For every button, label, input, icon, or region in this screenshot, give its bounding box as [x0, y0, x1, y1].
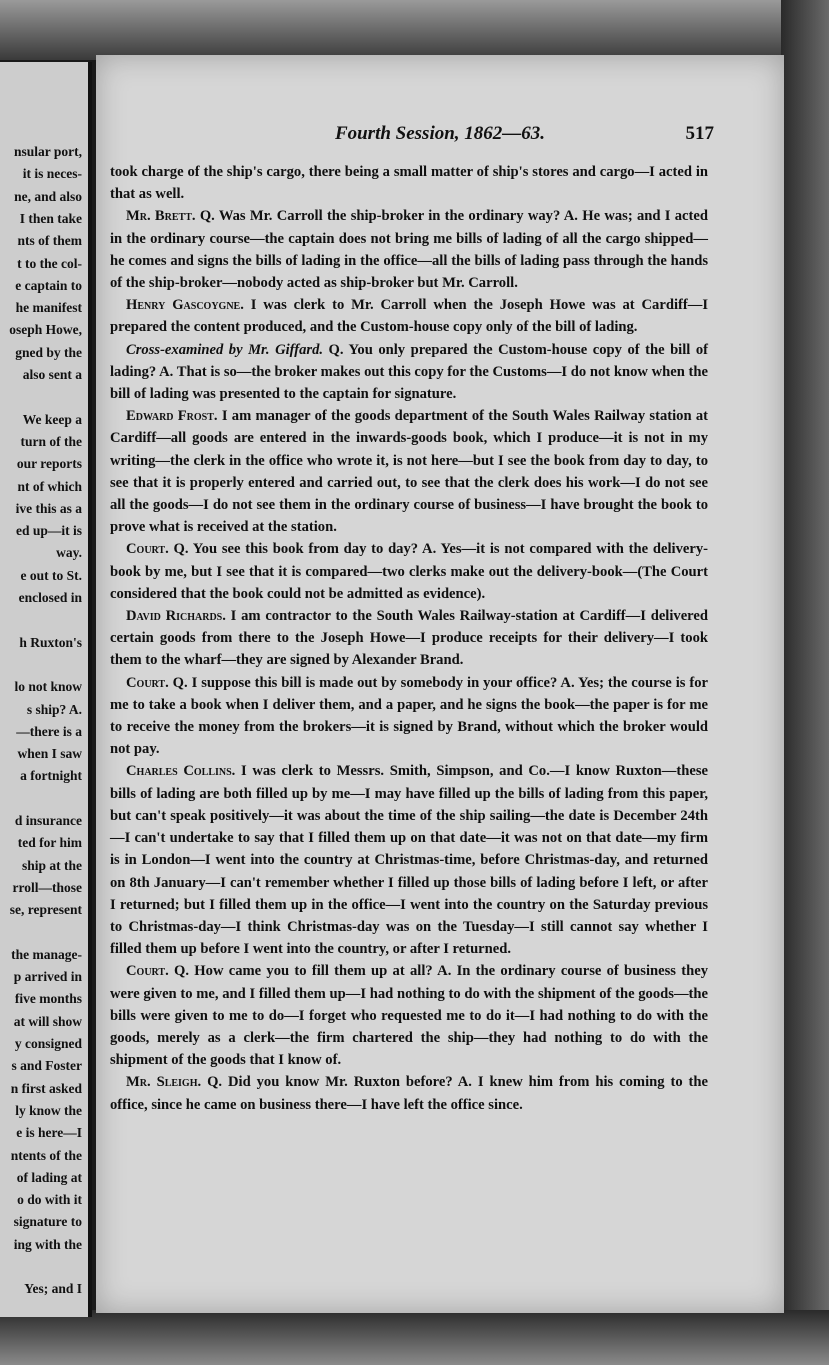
facing-page-line: ship at the	[21, 857, 82, 873]
testimony-text	[110, 161, 708, 1116]
testimony-paragraph	[110, 672, 708, 761]
facing-page-line: se, represent	[9, 902, 82, 918]
facing-page-line: turn of the	[20, 433, 82, 449]
facing-page-line: —there is a	[16, 723, 82, 739]
facing-page-line: d insurance	[14, 813, 82, 828]
book-page	[96, 55, 784, 1313]
facing-page-line: I then take	[19, 210, 82, 226]
scan-background-bottom	[0, 1310, 829, 1365]
testimony-paragraph	[110, 294, 708, 338]
paragraph-text: Q. You only prepared the Custom-house copy of the bill of lading? A. That is so—the broker makes out this copy for the Customs—I do not know when the bill of lading was presented to the captain for signature.	[110, 341, 709, 403]
facing-page-line: gned by the	[15, 344, 82, 360]
paragraph-text: Q. I suppose this bill is made out by somebody in your office? A. Yes; the course is for me to take a book when I deliver them, and a paper, and he signs the book—the paper is for me to receive the money from the brokers—it is signed by Brand, without which the broker would not pay.	[110, 674, 708, 758]
speaker-name: Cross-examined by Mr. Giffard.	[126, 341, 329, 358]
facing-page-line: t to the col-	[17, 255, 82, 271]
facing-page-line: Yes; and I	[24, 1281, 82, 1297]
facing-page-line: it is neces-	[22, 166, 82, 182]
facing-page-line: of lading at	[16, 1169, 82, 1185]
facing-page-line: e is here—I	[16, 1125, 82, 1141]
facing-page-line: s ship? A.	[26, 701, 82, 717]
facing-page-line: We keep a	[22, 411, 82, 427]
facing-page-line: p arrived in	[13, 969, 82, 985]
facing-page-line: e out to St.	[20, 567, 82, 583]
facing-page-line: o do with it	[17, 1192, 82, 1208]
facing-page-line: at will show	[13, 1013, 82, 1029]
paragraph-text: Q. Was Mr. Carroll the ship-broker in the ordinary way? A. He was; and I acted in the ordinary course—the captain does not bring me bills of lading of all the cargo shipped—he comes and signs the bills of lading in the office—all the bills of lading pass through the hands of the ship-broker—nobody acted as ship-broker but Mr. Carroll.	[110, 208, 708, 292]
testimony-paragraph	[110, 339, 708, 406]
facing-page-line: e captain to	[15, 277, 82, 293]
facing-page-line: ing with the	[13, 1236, 82, 1252]
speaker-name: Court.	[126, 963, 175, 980]
running-title: Fourth Session, 1862—63.	[334, 123, 546, 144]
facing-page-line: ly know the	[15, 1102, 82, 1118]
facing-page-line: y consigned	[14, 1036, 82, 1051]
testimony-paragraph	[110, 538, 708, 605]
facing-page-line: way.	[56, 545, 82, 561]
paragraph-text: Q. You see this book from day to day? A. Yes—it is not compared with the delivery-book by me, but I see that it is compared—two clerks make out the delivery-book—(The Court considered that the book could not be admitted as evidence).	[110, 541, 708, 602]
testimony-paragraph	[110, 405, 708, 538]
speaker-name: Henry Gascoygne.	[126, 297, 251, 314]
facing-page-line: s and Foster	[11, 1058, 82, 1074]
testimony-paragraph	[110, 205, 708, 294]
facing-page-line: five months	[14, 991, 82, 1007]
scan-background-top	[0, 0, 829, 60]
facing-page-line: ntents of the	[10, 1147, 82, 1163]
facing-page-line: also sent a	[22, 367, 82, 382]
speaker-name: Edward Frost.	[126, 408, 222, 425]
paragraph-text: Q. Did you know Mr. Ruxton before? A. I knew him from his coming to the office, since he came on business there—I have left the office since.	[110, 1074, 709, 1113]
paragraph-text: I was clerk to Mr. Carroll when the Joseph Howe was at Cardiff—I prepared the content produced, and the Custom-house copy only of the bill of lading.	[110, 297, 708, 336]
paragraph-text: I am contractor to the South Wales Railway-station at Cardiff—I delivered certain goods from there to the Joseph Howe—I produce receipts for their delivery—I took them to the wharf—they are signed by Alexander Brand.	[110, 608, 708, 669]
facing-page-line: nsular port,	[13, 144, 82, 159]
facing-page-line: ive this as a	[15, 500, 82, 516]
facing-page-line: h Ruxton's	[19, 634, 82, 650]
testimony-paragraph	[110, 960, 708, 1071]
facing-page-line: a fortnight	[20, 768, 82, 784]
facing-page-line: lo not know	[14, 679, 82, 695]
facing-page-line: nt of which	[17, 478, 82, 494]
speaker-name: David Richards.	[126, 608, 231, 625]
facing-page-fragment	[0, 62, 92, 1317]
paragraph-text: I am manager of the goods department of the South Wales Railway station at Cardiff—all goods are entered in the inwards-goods book, which I produce—it is not in my writing—the clerk in the office who wrote it, is not here—but I see the book from day to day, to see that it is properly entered and carried out, to see that the clerk does his work—I do not see all the goods—I do not see them in the ordinary course of business—I have brought the book to prove what is received at the station.	[110, 408, 708, 536]
paragraph-text: took charge of the ship's cargo, there being a small matter of ship's stores and cargo—I acted in that as well.	[110, 164, 708, 203]
facing-page-line: nts of them	[17, 233, 82, 249]
facing-page-line: signature to	[13, 1214, 82, 1230]
page-number: 517	[685, 123, 714, 144]
speaker-name: Mr. Sleigh.	[126, 1074, 208, 1091]
testimony-paragraph	[110, 605, 708, 672]
facing-page-line: ne, and also	[14, 188, 82, 204]
facing-page-line: he manifest	[15, 300, 82, 316]
facing-page-line: rroll—those	[12, 879, 82, 895]
facing-page-line: the manage-	[11, 946, 82, 962]
running-header	[96, 123, 784, 153]
facing-page-line: n first asked	[10, 1080, 82, 1096]
facing-page-line: our reports	[16, 456, 82, 472]
facing-page-line: ted for him	[17, 835, 82, 851]
speaker-name: Court.	[126, 674, 173, 691]
facing-page-line: enclosed in	[18, 590, 82, 605]
testimony-paragraph	[110, 161, 708, 205]
speaker-name: Charles Collins.	[126, 763, 241, 780]
facing-page-line: when I saw	[17, 746, 82, 762]
speaker-name: Mr. Brett.	[126, 208, 200, 225]
testimony-paragraph	[110, 760, 708, 960]
paragraph-text: I was clerk to Messrs. Smith, Simpson, and Co.—I know Ruxton—these bills of lading are both filled up by me—I may have filled up the bills of lading from this paper, but can't speak positively—it was about the time of the ship sailing—the date is December 24th—I can't undertake to say that I filled them up on that date—it was not on that date—my firm is in London—I went into the country at Christmas-time, before Christmas-day, and returned on 8th January—I can't remember whether I filled up those bills of lading before I left, or after I returned; but I filled them up in the office—I went into the country on the Saturday previous to Christmas-day—I think Christmas-day was on the Tuesday—I still cannot say whether I filled them up before I went into the country, or after I returned.	[110, 763, 708, 958]
scan-background-right	[781, 0, 829, 1365]
paragraph-text: Q. How came you to fill them up at all? A. In the ordinary course of business they were given to me, and I filled them up—I had nothing to do with the shipment of the goods—the bills were given to me to do—I forget who requested me to do it—I had nothing to do with the goods, merely as a clerk—the firm chartered the ship—they had nothing to do with the shipment of the goods that I know of.	[110, 963, 708, 1069]
facing-page-line: ed up—it is	[15, 523, 82, 539]
speaker-name: Court.	[126, 541, 174, 558]
facing-page-line: oseph Howe,	[9, 322, 82, 338]
testimony-paragraph	[110, 1071, 708, 1115]
